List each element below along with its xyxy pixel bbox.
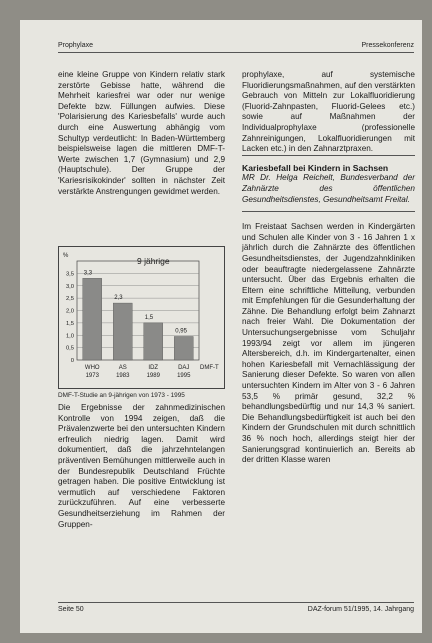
x-year-label: 1983 <box>116 373 130 379</box>
bar <box>113 303 132 360</box>
y-tick-label: 1,5 <box>65 320 74 327</box>
bar-value-label: 1,5 <box>144 314 154 321</box>
bar-value-label: 2,3 <box>114 295 123 302</box>
author-byline: MR Dr. Helga Reichelt, Bundesverband der Zahnärzte des öffentlichen Gesundheitsdienstes, Gesundheitsamt Freital. <box>242 173 415 204</box>
chart-caption: DMF-T-Studie an 9-jährigen von 1973 - 1995 <box>58 392 185 399</box>
bar-value-label: 3,3 <box>83 270 93 277</box>
y-tick-label: 2,5 <box>65 296 74 303</box>
y-tick-label: 0 <box>70 358 74 364</box>
bar <box>83 278 102 360</box>
document-page <box>20 20 422 633</box>
header-right-label: Pressekonferenz <box>361 42 414 49</box>
right-paragraph-top: prophylaxe, auf systemische Fluoridierungsmaßnahmen, auf den verstärkten Gebrauch von Mitteln zur Lokalfluoridierung (Fluorid-Zahnpasten, Fluorid-Gelees etc.) sowie auf Maßnahmen der Individualprophylaxe (professionelle Zahnreinigungen, Lokalfluoridierungen mit Lacken etc.) in den Zahnarztpraxen. <box>242 70 415 154</box>
y-tick-label: 3,5 <box>65 271 74 278</box>
bar <box>144 323 163 360</box>
journal-issue: DAZ-forum 51/1995, 14. Jahrgang <box>307 606 414 613</box>
chart-y-unit-label: % <box>63 253 69 259</box>
page-header <box>58 42 414 53</box>
bar-value-label: 0,95 <box>175 328 187 335</box>
y-tick-label: 0,5 <box>65 345 74 352</box>
dmft-chart <box>58 246 225 389</box>
x-category-label: WHO <box>84 365 100 371</box>
bottom-paragraph: Die Ergebnisse der zahnmedizinischen Kontrolle von 1994 zeigen, daß die Prävalenzwerte bei den untersuchten Kindern erfreulich niedrig lagen. Damit wird dokumentiert, daß die jahrzehntelangen präventiven Bemühungen mittlerweile auch in der Bundesrepublik Deutschland Früchte getragen haben. Die positive Entwicklung ist vermutlich auf verschiedene Faktoren zurückzuführen. Auf eine verbesserte Gesundheitserziehung im Rahmen der Gruppen- <box>58 403 225 529</box>
bar <box>174 336 193 360</box>
x-year-label: 1973 <box>85 373 99 379</box>
byline-divider <box>242 211 415 212</box>
left-column-top <box>58 70 225 197</box>
y-tick-label: 3,0 <box>65 283 74 290</box>
x-category-label: DAJ <box>178 365 190 371</box>
y-tick-label: 1,0 <box>65 333 74 340</box>
page-number: Seite 50 <box>58 606 84 613</box>
chart-title: 9 jährige <box>137 256 170 266</box>
x-axis-label: DMF-T <box>200 365 219 371</box>
x-year-label: 1995 <box>177 373 191 379</box>
x-category-label: IDZ <box>148 365 159 371</box>
dmft-chart-svg <box>59 247 224 388</box>
x-category-label: AS <box>118 365 127 371</box>
y-tick-label: 2,0 <box>65 308 74 315</box>
header-section-label: Prophylaxe <box>58 42 94 49</box>
page-footer <box>58 602 414 613</box>
left-paragraph: eine kleine Gruppe von Kindern relativ stark zerstörte Gebisse hatte, während die Mehrheit kariesfrei war oder nur wenige Defekte bzw. Füllungen aufwies. Diese 'Polarisierung des Kariesbefalls' wurde auch durch eine Auswertung abhängig vom Schultyp verdeutlicht: In Baden-Württemberg beispielsweise lagen die mittleren DMF-T-Werte zwischen 1,7 (Gymnasium) und 2,9 (Hauptschule). Der Gruppe der 'Kariesrisikokinder' sollten in nächster Zeit verstärkte Anstrengungen gewidmet werden. <box>58 70 225 196</box>
right-column <box>242 70 415 466</box>
section-title: Kariesbefall bei Kindern in Sachsen <box>242 155 415 174</box>
right-paragraph-body: Im Freistaat Sachsen werden in Kindergärten und Schulen alle Kinder von 3 - 16 Jahren 1 x jährlich durch die Zahnärzte des öffentlichen Gesundheitsdienstes, der Jugendzahnkliniken oder beauftragte niedergelassene Zahnärzte untersucht. Über das Ergebnis erhalten die Eltern eine schriftliche Mitteilung, verbunden mit Empfehlungen für die Gesunderhaltung der Zähne. Die Behandlung erfolgt beim Zahnarzt nach freier Wahl. Die Dokumentation der Untersuchungsergebnisse vom Schuljahr 1993/94 zeigt vor allem im jüngeren Altersbereich, d.h. im Kindergartenalter, einen hohen Kariesbefall mit Vernachlässigung der Sanierung dieser Defekte. So waren von allen untersuchten Kindern im Alter von 3 - 6 Jahren 53,5 % primär gesund, 32,2 % behandlungsbedürftig und nur 14,3 % saniert. Die Behandlungsbedürftigkeit ist auch bei den Kindern der Grundschulen mit durch schnittlich 36 % noch hoch, allerdings steigt hier der Sanierungsgrad kontinuierlich an. Bereits ab der dritten Klasse waren <box>242 222 415 465</box>
left-column-bottom <box>58 403 225 530</box>
x-year-label: 1989 <box>146 373 160 379</box>
